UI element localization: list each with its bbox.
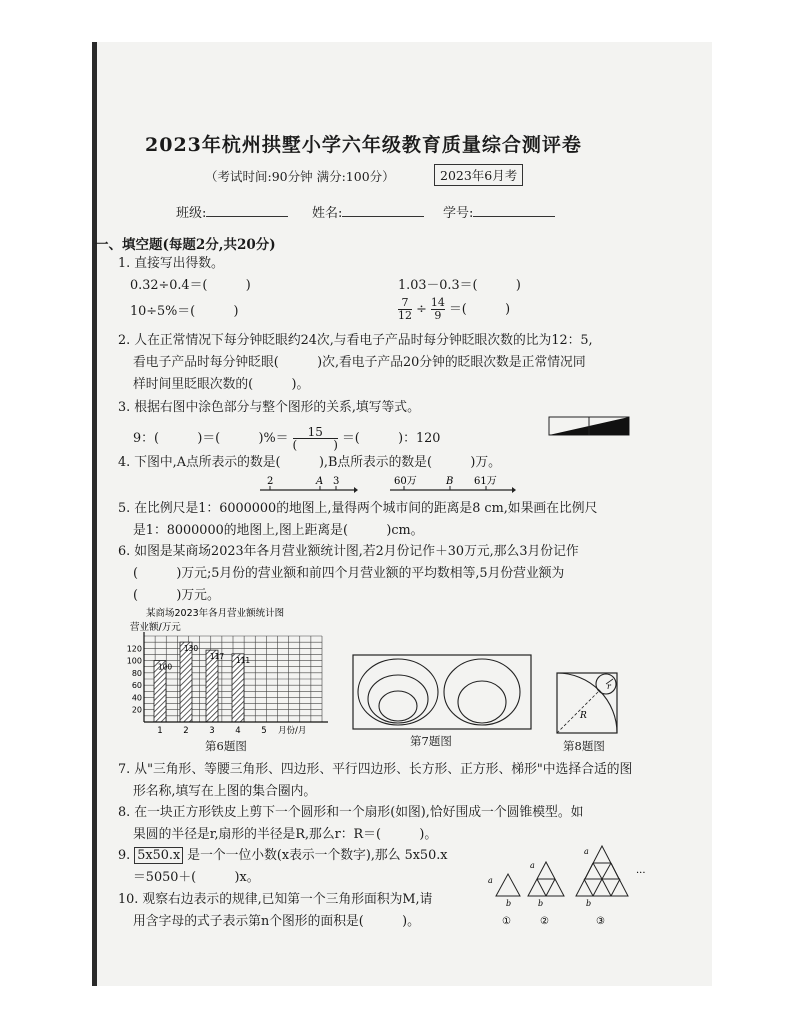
q9-line1: 9. 5x50.x 是一个一位小数(x表示一个数字),那么 5x50.x <box>118 848 448 863</box>
q3-equation: 9：( )＝( )%＝ $\frac{15}{( )}$ ＝( )：120 <box>133 425 441 452</box>
q1-d: $\frac{7}{12}$ ÷ $\frac{14}{9}$ ＝( ) <box>398 296 511 322</box>
q7-line1: 7. 从"三角形、等腰三角形、四边形、平行四边形、长方形、正方形、梯形"中选择合适的图 <box>118 762 633 777</box>
q3-line1: 3. 根据右图中涂色部分与整个图形的关系,填写等式。 <box>118 400 420 415</box>
q9-boxed-number: 5x50.x <box>134 847 183 864</box>
q4-text: 4. 下图中,A点所表示的数是( ),B点所表示的数是( )万。 <box>118 455 501 470</box>
chart-y-tick: 40 <box>131 693 142 703</box>
q7-line2: 形名称,填写在上图的集合圈内。 <box>133 784 317 799</box>
chart-bars <box>154 642 250 722</box>
q10-line2: 用含字母的式子表示第n个图形的面积是( )。 <box>133 914 420 929</box>
chart-xlabel: 月份/月 <box>278 726 307 736</box>
class-field <box>176 202 288 221</box>
chart-y-tick: 120 <box>126 644 142 654</box>
q1-d-frac1: $\frac{7}{12}$ <box>398 296 412 322</box>
q10-triangle-pattern <box>484 838 662 932</box>
q8-R-label: R <box>580 711 587 721</box>
q4-l2-a: 60万 <box>394 476 417 487</box>
exam-date-badge: 2023年6月考 <box>434 164 523 186</box>
id-label: 学号: <box>443 206 474 221</box>
svg-text:b: b <box>586 899 592 908</box>
chart-data-label: 117 <box>209 652 225 662</box>
q4-number-line-2 <box>388 474 516 496</box>
chart-x-tick: 3 <box>209 726 215 736</box>
chart-y-tick: 80 <box>131 668 142 678</box>
svg-text:b: b <box>506 899 512 908</box>
q6-bar-chart <box>118 606 338 756</box>
class-blank[interactable] <box>206 204 288 217</box>
q1-a: 0.32÷0.4＝( ) <box>130 278 251 293</box>
q2-line2: 看电子产品时每分钟眨眼( )次,看电子产品20分钟的眨眼次数是正常情况同 <box>133 355 586 370</box>
q3-shaded-figure <box>548 416 630 436</box>
q10-fig2-label: ② <box>540 916 549 927</box>
q10-line1: 10. 观察右边表示的规律,已知第一个三角形面积为M,请 <box>118 892 433 907</box>
fig8-caption: 第8题图 <box>563 739 605 753</box>
section-title: 一、填空题(每题2分,共20分) <box>95 237 276 253</box>
q1-d-frac2: $\frac{14}{9}$ <box>430 296 445 322</box>
chart-x-tick: 4 <box>235 726 241 736</box>
q4-l1-a: 2 <box>267 476 274 487</box>
q8-r-label: r <box>607 682 611 691</box>
q8-square-figure <box>556 672 618 734</box>
q10-fig3-label: ③ <box>596 916 605 927</box>
q9-line2: ＝5050＋( )x。 <box>133 870 260 885</box>
class-label: 班级: <box>176 206 207 221</box>
chart-ylabel: 营业额/万元 <box>130 622 181 633</box>
page-title: 2023年杭州拱墅小学六年级教育质量综合测评卷 <box>145 134 582 156</box>
chart-y-tick: 100 <box>126 656 142 666</box>
chart-data-label: 130 <box>183 644 199 654</box>
q3-fraction: $\frac{15}{( )}$ <box>292 425 338 452</box>
q4-l2-b: B <box>446 476 454 487</box>
chart-title: 某商场2023年各月营业额统计图 <box>146 608 285 619</box>
q4-l2-c: 61万 <box>474 476 497 487</box>
q2-line3: 样时间里眨眼次数的( )。 <box>133 377 310 392</box>
name-label: 姓名: <box>312 206 343 221</box>
q6-line2: ( )万元;5月份的营业额和前四个月营业额的平均数相等,5月份营业额为 <box>133 566 565 581</box>
chart-x-tick: 2 <box>183 726 189 736</box>
chart-y-tick: 60 <box>131 681 142 691</box>
q8-line2: 果圆的半径是r,扇形的半径是R,那么r：R＝( )。 <box>133 827 438 842</box>
q4-l1-c: 3 <box>333 476 340 487</box>
q4-number-line-1 <box>258 474 358 496</box>
svg-text:b: b <box>538 899 544 908</box>
name-field <box>312 202 424 221</box>
chart-data-label: 111 <box>235 655 251 665</box>
exam-subtitle: （考试时间:90分钟 满分:100分） <box>205 169 395 184</box>
chart-x-tick: 1 <box>157 726 163 736</box>
id-field <box>443 202 555 221</box>
svg-text:a: a <box>584 847 589 856</box>
q1-text: 1. 直接写出得数。 <box>118 256 224 271</box>
chart-y-tick: 20 <box>131 705 142 715</box>
q5-line1: 5. 在比例尺是1：6000000的地图上,量得两个城市间的距离是8 cm,如果画在比例尺 <box>118 501 598 516</box>
svg-text:a: a <box>530 861 535 870</box>
name-blank[interactable] <box>342 204 424 217</box>
q4-l1-b: A <box>316 476 324 487</box>
id-blank[interactable] <box>473 204 555 217</box>
q10-fig1-label: ① <box>502 916 511 927</box>
q7-set-diagram <box>352 654 532 730</box>
q5-line2: 是1：8000000的地图上,图上距离是( )cm。 <box>133 523 424 538</box>
q6-line3: ( )万元。 <box>133 588 220 603</box>
chart-data-label: 100 <box>157 662 173 672</box>
fig7-caption: 第7题图 <box>410 734 452 748</box>
fig6-caption: 第6题图 <box>205 739 247 753</box>
q1-b: 1.03－0.3＝( ) <box>398 278 521 293</box>
chart-bar <box>180 642 192 722</box>
q1-c: 10÷5%＝( ) <box>130 304 239 319</box>
q8-line1: 8. 在一块正方形铁皮上剪下一个圆形和一个扇形(如图),恰好围成一个圆锥模型。如 <box>118 805 584 820</box>
q2-line1: 2. 人在正常情况下每分钟眨眼约24次,与看电子产品时每分钟眨眼次数的比为12：5, <box>118 333 593 348</box>
q10-dots: ··· <box>636 868 646 879</box>
svg-text:a: a <box>488 876 493 885</box>
chart-x-tick: 5 <box>261 726 267 736</box>
q6-line1: 6. 如图是某商场2023年各月营业额统计图,若2月份记作＋30万元,那么3月份记作 <box>118 544 579 559</box>
